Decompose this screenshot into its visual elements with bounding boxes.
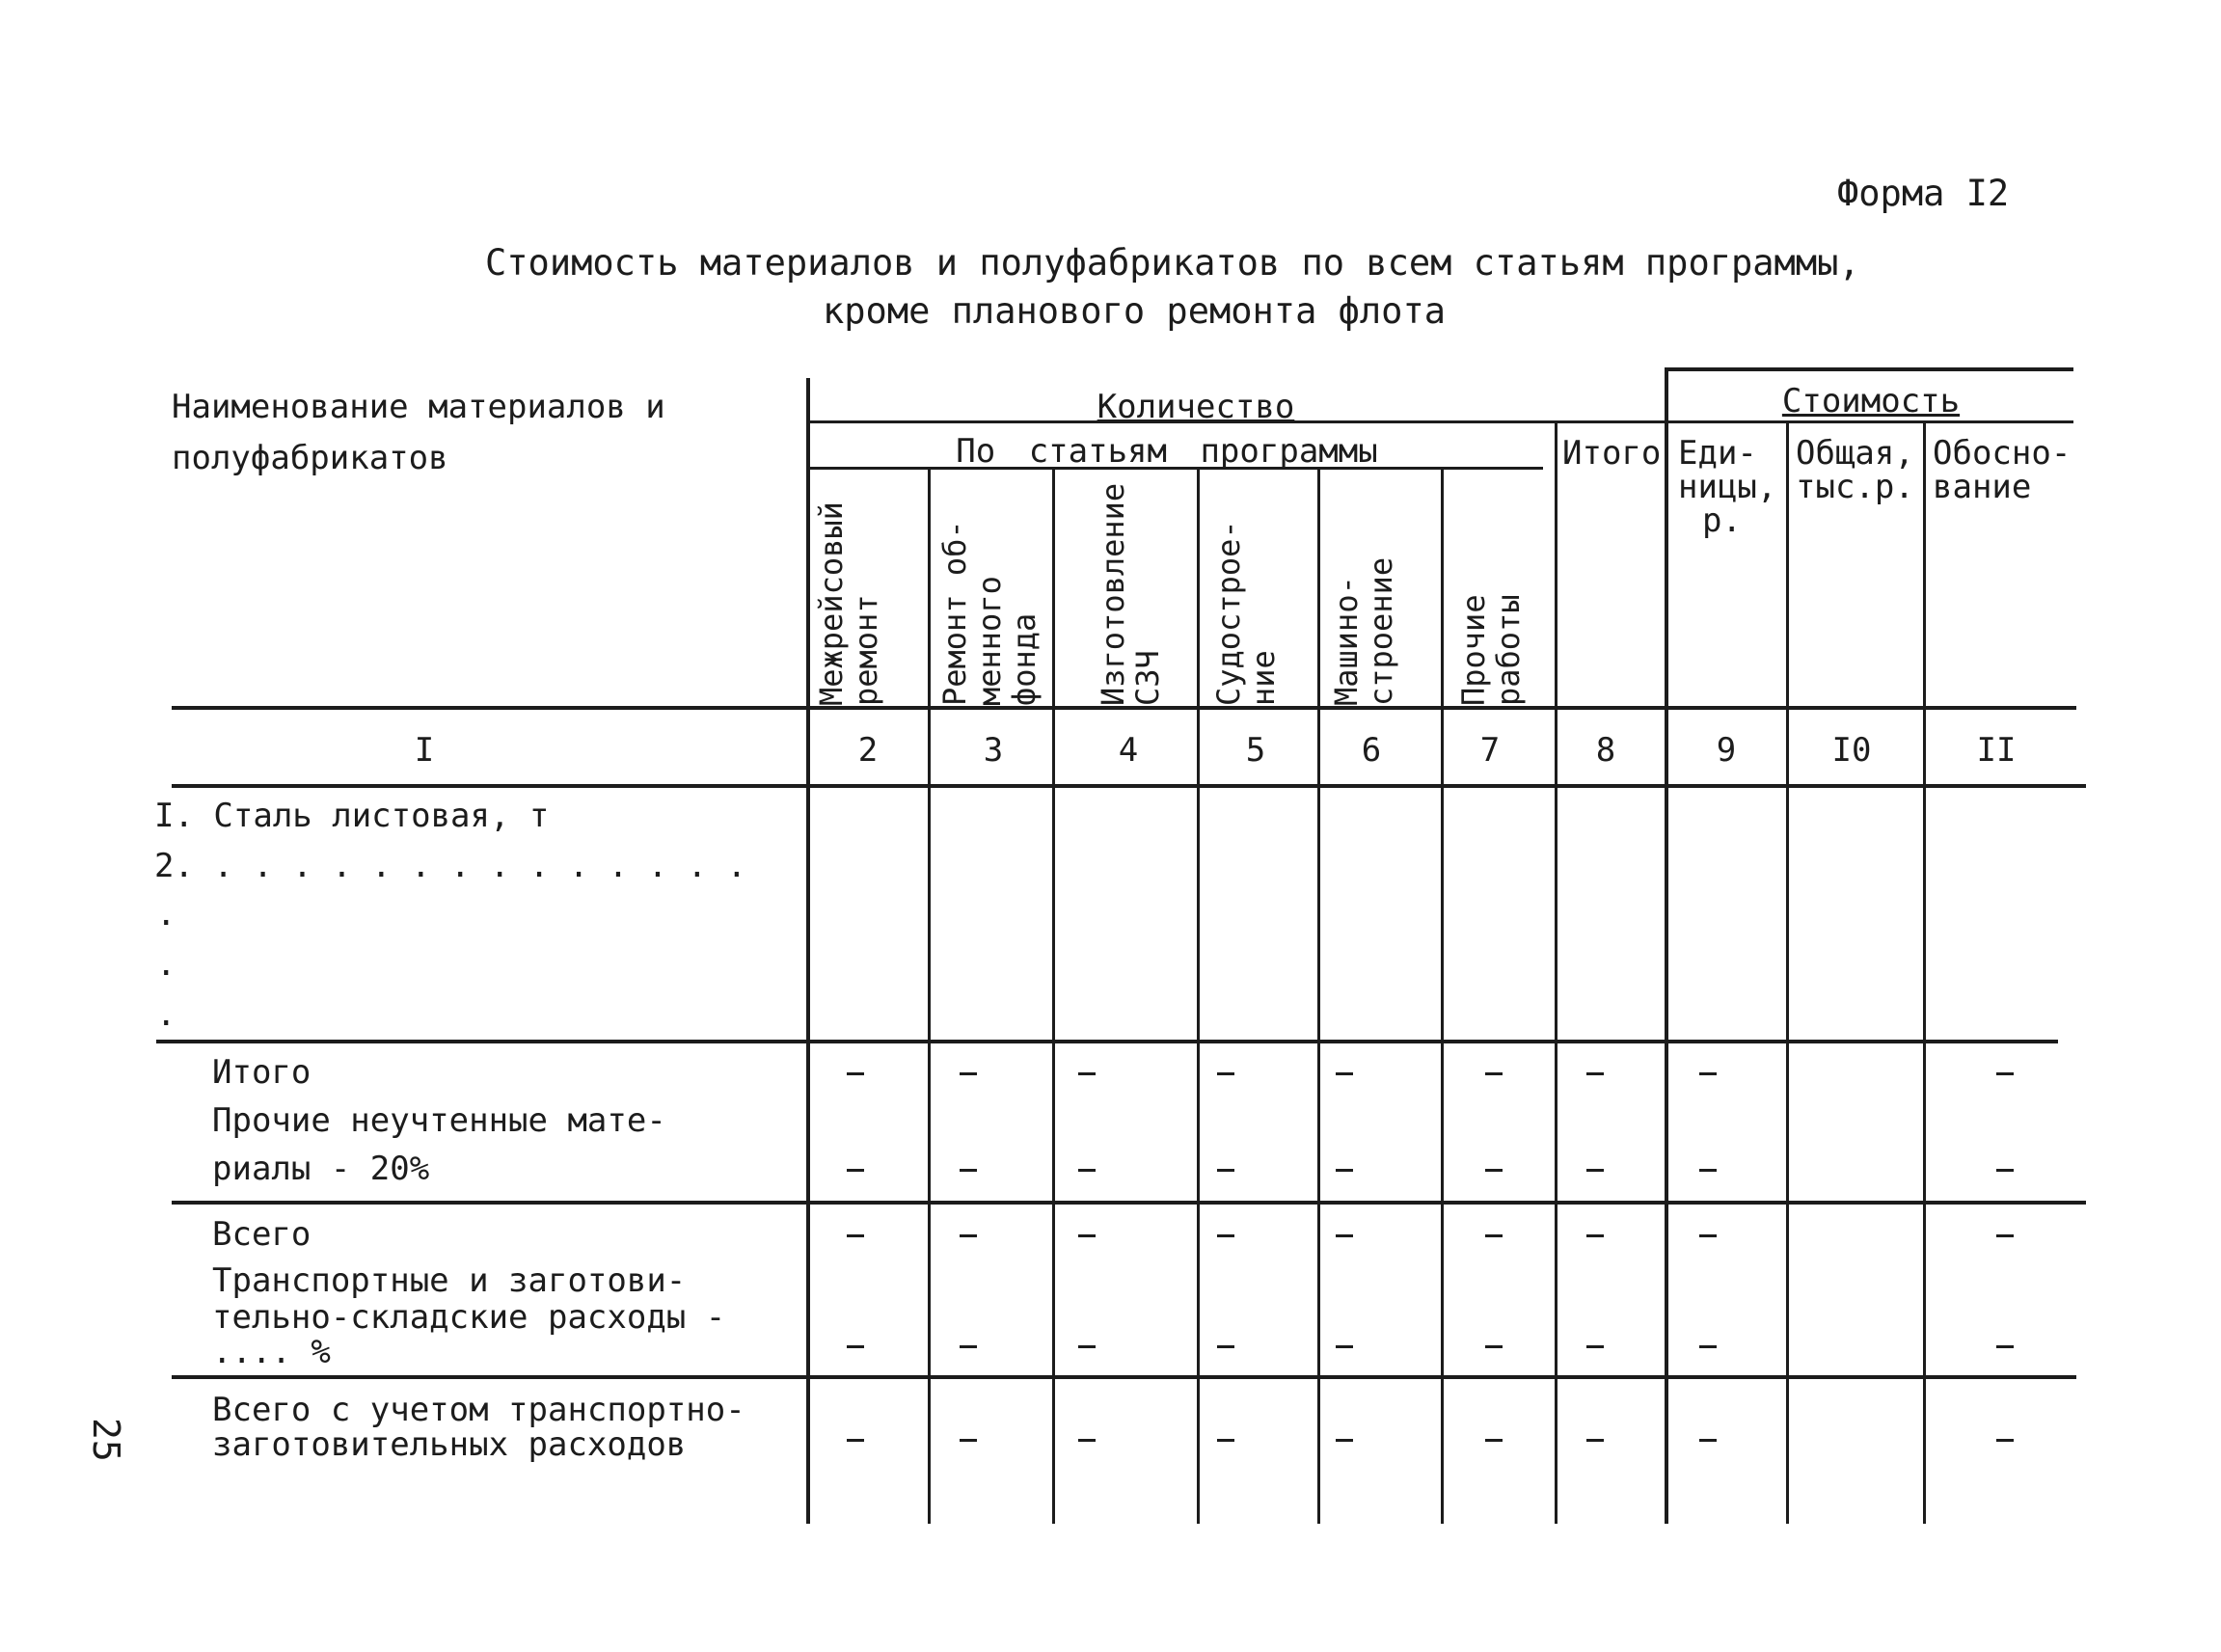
empty-cell-dash xyxy=(960,1072,977,1075)
rotated-header-izgotovlenie: Изготовление СЗЧ xyxy=(1095,482,1166,706)
header-name-line2: полуфабрикатов xyxy=(172,439,448,477)
group-by-articles: По статьям программы xyxy=(956,432,1378,471)
row-other-line2: риалы - 20% xyxy=(212,1150,430,1188)
empty-cell-dash xyxy=(1586,1234,1604,1237)
form-label: Форма I2 xyxy=(1837,173,2010,214)
item-dot: . xyxy=(156,895,176,934)
rotated-header-mezhreis: Межрейсовый ремонт xyxy=(813,501,884,706)
empty-cell-dash xyxy=(1336,1169,1353,1172)
col-unit-line2: ницы, xyxy=(1678,468,1777,506)
empty-cell-dash xyxy=(847,1072,864,1075)
empty-cell-dash xyxy=(1996,1345,2014,1348)
header-name-line1: Наименование материалов и xyxy=(172,388,665,426)
item-row-2: 2. . . . . . . . . . . . . . . xyxy=(154,847,747,885)
rotated-header-prochie: Прочие работы xyxy=(1455,594,1527,706)
col-unit-line3: р. xyxy=(1702,501,1742,540)
empty-cell-dash xyxy=(847,1234,864,1237)
group-cost: Стоимость xyxy=(1781,382,1961,420)
item-row-1: I. Сталь листовая, т xyxy=(154,797,550,835)
empty-cell-dash xyxy=(847,1169,864,1172)
column-number: I0 xyxy=(1831,731,1872,770)
empty-cell-dash xyxy=(1996,1169,2014,1172)
empty-cell-dash xyxy=(1996,1234,2014,1237)
col-general-line2: тыс.р. xyxy=(1796,468,1914,506)
empty-cell-dash xyxy=(1078,1072,1096,1075)
empty-cell-dash xyxy=(1485,1072,1503,1075)
empty-cell-dash xyxy=(960,1169,977,1172)
row-transport-line2: тельно-складские расходы - xyxy=(212,1298,726,1337)
empty-cell-dash xyxy=(1078,1345,1096,1348)
rotated-header-remont-fonda: Ремонт об- менного фонда xyxy=(936,520,1043,706)
empty-cell-dash xyxy=(1586,1439,1604,1442)
empty-cell-dash xyxy=(1586,1072,1604,1075)
empty-cell-dash xyxy=(1699,1234,1717,1237)
empty-cell-dash xyxy=(1336,1439,1353,1442)
empty-cell-dash xyxy=(1699,1439,1717,1442)
empty-cell-dash xyxy=(1217,1072,1234,1075)
row-itogo-label: Итого xyxy=(212,1053,311,1092)
empty-cell-dash xyxy=(1485,1169,1503,1172)
column-number: 4 xyxy=(1118,731,1139,770)
col-basis-line2: вание xyxy=(1933,468,2032,506)
empty-cell-dash xyxy=(847,1439,864,1442)
empty-cell-dash xyxy=(1078,1234,1096,1237)
document-title-line1: Стоимость материалов и полуфабрикатов по всем статьям программы, xyxy=(485,242,1860,284)
empty-cell-dash xyxy=(1699,1169,1717,1172)
rotated-header-sudostroenie: Судострое- ние xyxy=(1210,520,1282,706)
row-transport-line1: Транспортные и заготови- xyxy=(212,1261,687,1300)
row-vsego-label: Всего xyxy=(212,1215,311,1254)
row-transport-line3: .... % xyxy=(212,1333,331,1371)
rotated-header-mashinostroenie: Машино- строение xyxy=(1328,556,1399,706)
column-number: 6 xyxy=(1361,731,1382,770)
empty-cell-dash xyxy=(1699,1072,1717,1075)
page-number: 25 xyxy=(85,1418,127,1462)
item-dot: . xyxy=(156,945,176,984)
document-title-line2: кроме планового ремонта флота xyxy=(823,290,1447,332)
col-general-line1: Общая, xyxy=(1796,434,1914,473)
empty-cell-dash xyxy=(960,1345,977,1348)
empty-cell-dash xyxy=(1078,1439,1096,1442)
empty-cell-dash xyxy=(1217,1345,1234,1348)
empty-cell-dash xyxy=(847,1345,864,1348)
empty-cell-dash xyxy=(1485,1234,1503,1237)
col-basis-line1: Обосно- xyxy=(1933,434,2072,473)
group-quantity: Количество xyxy=(1097,388,1295,426)
empty-cell-dash xyxy=(1996,1439,2014,1442)
col-unit-line1: Еди- xyxy=(1678,434,1757,473)
empty-cell-dash xyxy=(960,1439,977,1442)
row-vsego-transport-line2: заготовительных расходов xyxy=(212,1425,687,1464)
empty-cell-dash xyxy=(1217,1439,1234,1442)
column-number: 8 xyxy=(1595,731,1616,770)
column-number: 9 xyxy=(1716,731,1737,770)
empty-cell-dash xyxy=(1336,1345,1353,1348)
empty-cell-dash xyxy=(1485,1345,1503,1348)
empty-cell-dash xyxy=(1217,1234,1234,1237)
column-number: 3 xyxy=(983,731,1004,770)
item-dot: . xyxy=(156,995,176,1034)
empty-cell-dash xyxy=(1336,1072,1353,1075)
col-total: Итого xyxy=(1562,434,1662,473)
column-number: I xyxy=(414,731,435,770)
row-other-line1: Прочие неучтенные мате- xyxy=(212,1101,666,1140)
empty-cell-dash xyxy=(1336,1234,1353,1237)
row-vsego-transport-line1: Всего с учетом транспортно- xyxy=(212,1391,745,1429)
column-number: 2 xyxy=(857,731,879,770)
empty-cell-dash xyxy=(1996,1072,2014,1075)
column-number: 7 xyxy=(1479,731,1501,770)
empty-cell-dash xyxy=(1078,1169,1096,1172)
empty-cell-dash xyxy=(1586,1169,1604,1172)
column-number: 5 xyxy=(1245,731,1266,770)
empty-cell-dash xyxy=(1586,1345,1604,1348)
empty-cell-dash xyxy=(1485,1439,1503,1442)
empty-cell-dash xyxy=(1217,1169,1234,1172)
empty-cell-dash xyxy=(960,1234,977,1237)
column-number: II xyxy=(1976,731,2017,770)
empty-cell-dash xyxy=(1699,1345,1717,1348)
